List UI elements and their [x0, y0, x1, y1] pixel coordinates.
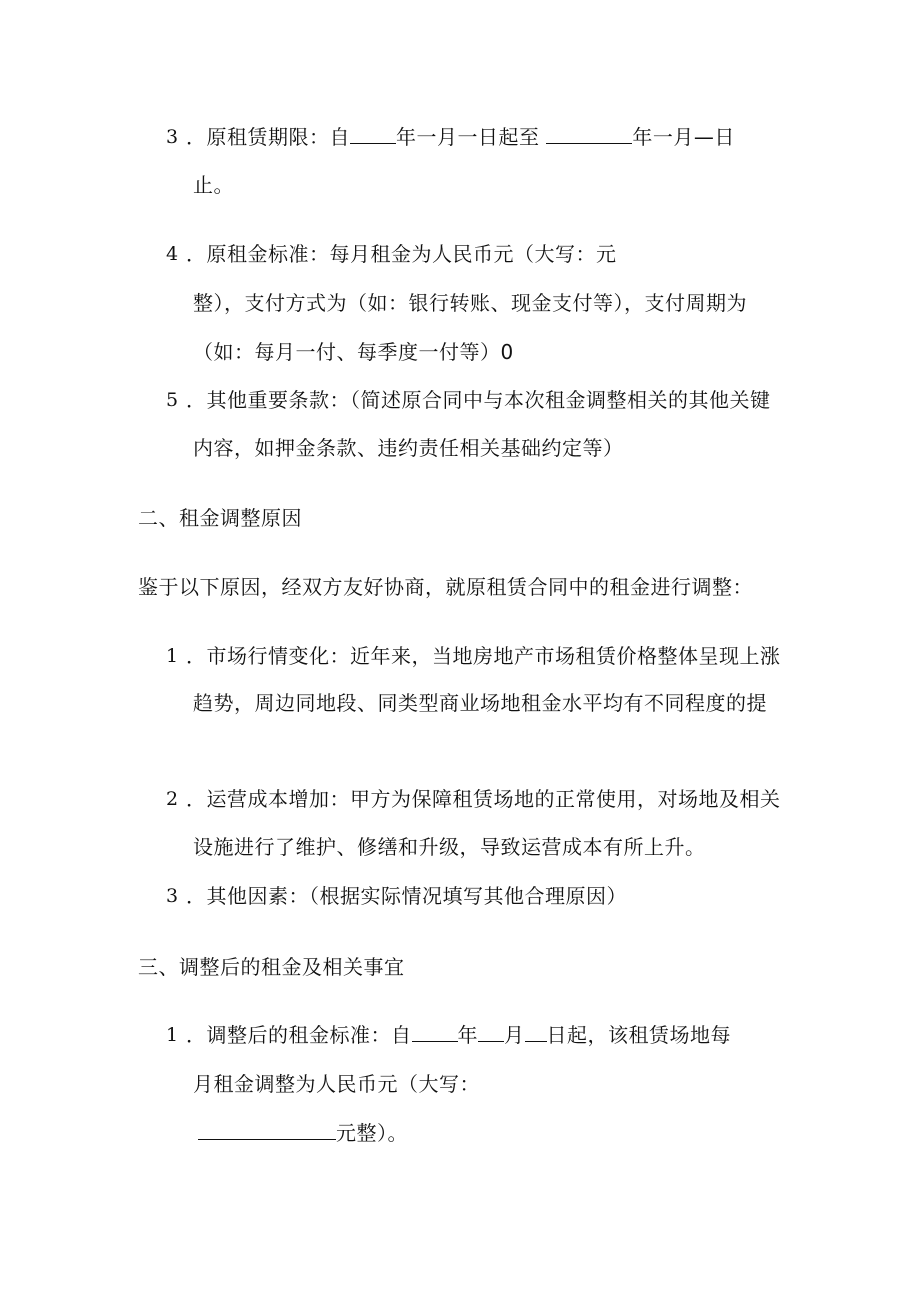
item-number: 3: [166, 885, 179, 907]
adjust-day-blank[interactable]: [525, 1040, 547, 1042]
item-number: 2: [166, 788, 179, 810]
lease-period-cont: 止。: [193, 173, 234, 197]
item-number: 3: [166, 126, 179, 148]
adjusted-rent-line1: ．调整后的租金标准：自 年 月 日起，该租赁场地每: [186, 1023, 731, 1047]
end-year-blank[interactable]: [546, 142, 632, 144]
lease-period-line: ．原租赁期限：自 年一月一日起至 年一月—日: [186, 125, 735, 149]
item-number: 4: [166, 243, 179, 265]
market-change-line2: 趋势，周边同地段、同类型商业场地租金水平均有不同程度的提: [193, 691, 767, 715]
other-terms-line1: ．其他重要条款：（简述原合同中与本次租金调整相关的其他关键: [186, 388, 771, 412]
other-factors-line: ．其他因素：（根据实际情况填写其他合理原因）: [186, 884, 627, 908]
rent-standard-line3: （如：每月一付、每季度一付等）0: [193, 340, 514, 364]
adjusted-rent-line3: 元整）。: [198, 1121, 408, 1145]
section-heading: 二、租金调整原因: [138, 506, 302, 530]
market-change-line1: ．市场行情变化：近年来，当地房地产市场租赁价格整体呈现上涨: [186, 644, 781, 668]
item-number: 5: [166, 389, 179, 411]
other-terms-line2: 内容，如押金条款、违约责任相关基础约定等）: [193, 436, 624, 460]
item-number: 1: [166, 1024, 179, 1046]
adjusted-rent-line2: 月租金调整为人民币元（大写：: [193, 1072, 480, 1096]
section-heading: 三、调整后的租金及相关事宜: [138, 955, 405, 979]
start-year-blank[interactable]: [350, 142, 396, 144]
item-number: 1: [166, 645, 179, 667]
rent-standard-line1: ．原租金标准：每月租金为人民币元（大写：元: [186, 242, 617, 266]
section-intro: 鉴于以下原因，经双方友好协商，就原租赁合同中的租金进行调整：: [138, 575, 753, 599]
adjust-year-blank[interactable]: [412, 1040, 458, 1042]
adjust-month-blank[interactable]: [478, 1040, 504, 1042]
amount-in-words-blank[interactable]: [198, 1138, 336, 1140]
cost-increase-line2: 设施进行了维护、修缮和升级，导致运营成本有所上升。: [193, 835, 706, 859]
rent-standard-line2: 整），支付方式为（如：银行转账、现金支付等），支付周期为: [193, 291, 747, 315]
cost-increase-line1: ．运营成本增加：甲方为保障租赁场地的正常使用，对场地及相关: [186, 787, 781, 811]
